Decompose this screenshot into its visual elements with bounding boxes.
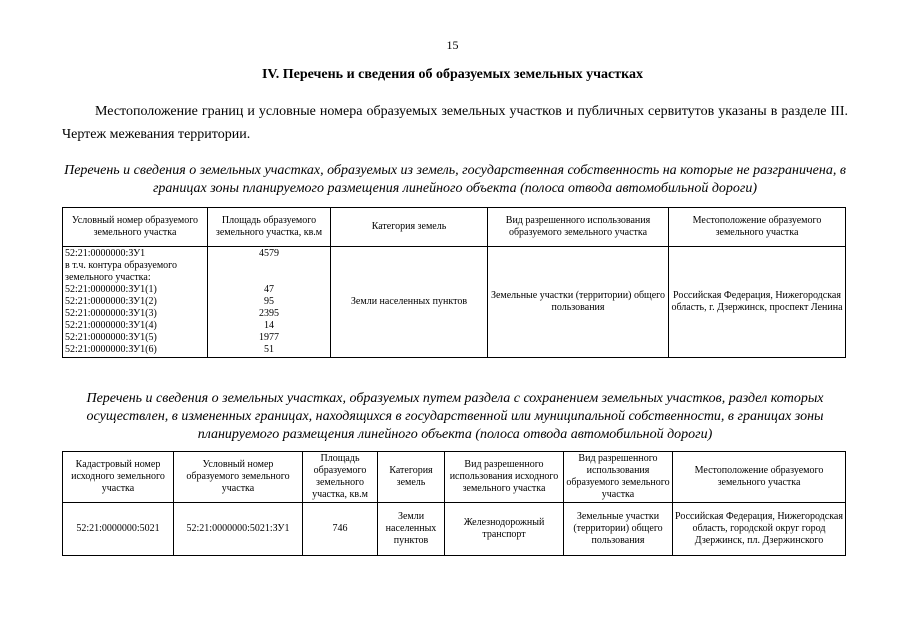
category-cell: Земли населенных пунктов — [378, 503, 445, 556]
header-cell: Кадастровый номер исходного земельного участка — [63, 452, 174, 503]
plot-number: 52:21:0000000:ЗУ1(1) — [65, 284, 157, 295]
plot-area: 47 — [264, 284, 274, 295]
permitted-use-cell: Земельные участки (территории) общего пользования — [488, 247, 669, 358]
plot-area: 4579 — [259, 248, 279, 259]
header-cell: Вид разрешенного использования образуемого земельного участка — [564, 452, 673, 503]
plot-area: 1977 — [259, 332, 279, 343]
header-cell: Площадь образуемого земельного участка, кв.м — [208, 208, 331, 247]
table-divided-plots — [62, 451, 846, 556]
header-cell: Местоположение образуемого земельного участка — [673, 452, 846, 503]
plot-area: 51 — [264, 344, 274, 355]
cadastral-number-cell: 52:21:0000000:5021 — [63, 503, 174, 556]
plot-area: 95 — [264, 296, 274, 307]
conditional-number-cell: 52:21:0000000:5021:ЗУ1 — [174, 503, 303, 556]
table1-caption: Перечень и сведения о земельных участках, образуемых из земель, государственная собственность на которые не разграничена, в границах зоны планируемого размещения линейного объекта (полоса отвода автомобильной дороги) — [64, 163, 846, 196]
header-cell: Условный номер образуемого земельного участка — [63, 208, 208, 247]
table-row — [63, 503, 846, 556]
plot-number: 52:21:0000000:ЗУ1(6) — [65, 344, 157, 355]
new-use-cell: Земельные участки (территории) общего пользования — [564, 503, 673, 556]
plot-number: 52:21:0000000:ЗУ1(3) — [65, 308, 157, 319]
area-cell: 746 — [303, 503, 378, 556]
header-cell: Условный номер образуемого земельного участка — [174, 452, 303, 503]
plot-area: 14 — [264, 320, 274, 331]
header-cell: Местоположение образуемого земельного участка — [669, 208, 846, 247]
plot-numbers-cell — [63, 247, 208, 358]
plot-area: 2395 — [259, 308, 279, 319]
intro-paragraph: Местоположение границ и условные номера образуемых земельных участков и публичных сервитутов указаны в разделе III. Чертеж межевания территории. — [62, 104, 848, 142]
plot-number: 52:21:0000000:ЗУ1(5) — [65, 332, 157, 343]
table-row — [63, 247, 846, 358]
table-header-row — [63, 208, 846, 247]
location-cell: Российская Федерация, Нижегородская область, г. Дзержинск, проспект Ленина — [669, 247, 846, 358]
plot-areas-cell — [208, 247, 331, 358]
page-number: 15 — [446, 38, 459, 52]
plot-number: в т.ч. контура образуемого — [65, 260, 178, 271]
header-cell: Категория земель — [331, 208, 488, 247]
header-cell: Категория земель — [378, 452, 445, 503]
header-cell: Площадь образуемого земельного участка, кв.м — [303, 452, 378, 503]
plot-area — [210, 260, 328, 272]
table-formed-plots — [62, 207, 846, 358]
plot-number: земельного участка: — [65, 272, 151, 283]
plot-number: 52:21:0000000:ЗУ1(4) — [65, 320, 157, 331]
table-header-row — [63, 452, 846, 503]
section-title: IV. Перечень и сведения об образуемых земельных участках — [261, 67, 643, 82]
plot-area — [210, 272, 328, 284]
header-cell: Вид разрешенного использования образуемого земельного участка — [488, 208, 669, 247]
plot-number: 52:21:0000000:ЗУ1(2) — [65, 296, 157, 307]
header-cell: Вид разрешенного использования исходного земельного участка — [445, 452, 564, 503]
plot-number: 52:21:0000000:ЗУ1 — [65, 248, 146, 259]
table2-caption: Перечень и сведения о земельных участках, образуемых путем раздела с сохранением земельных участков, раздел которых осуществлен, в измененных границах, находящихся в государственной или муниципальной собственности, в границах зоны планируемого размещения линейного объекта (полоса отвода автомобильной дороги) — [86, 391, 824, 442]
category-cell: Земли населенных пунктов — [331, 247, 488, 358]
location-cell: Российская Федерация, Нижегородская область, городской округ город Дзержинск, пл. Дзержинского — [673, 503, 846, 556]
source-use-cell: Железнодорожный транспорт — [445, 503, 564, 556]
